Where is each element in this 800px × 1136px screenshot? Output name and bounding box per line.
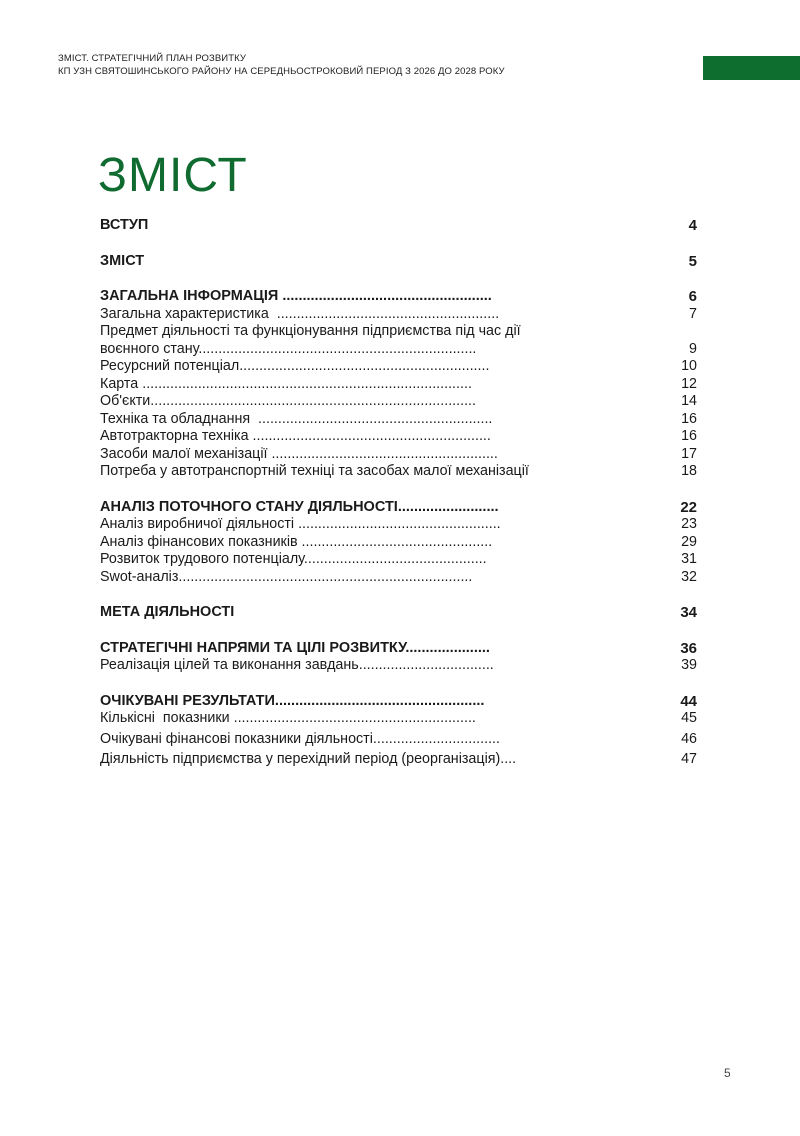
toc-entry-page: 23	[681, 516, 697, 532]
toc-entry-label: Очікувані фінансові показники діяльності................................	[100, 730, 501, 747]
toc-entry-goal[interactable]	[100, 604, 697, 622]
toc-entry-page: 6	[688, 288, 697, 305]
toc-entry-label: Ресурсний потенціал...............................................................	[100, 358, 490, 374]
toc-entry-general-characteristics[interactable]	[100, 306, 697, 324]
toc-entry-page: 4	[688, 217, 697, 234]
toc-entry-label: Діяльність підприємства у перехідний період (реорганізація)....	[100, 751, 517, 767]
toc-entry-label: Розвиток трудового потенціалу..............................................	[100, 551, 487, 567]
toc-entry-page: 22	[680, 498, 697, 516]
toc-entry-small-mechanization[interactable]	[100, 446, 697, 464]
toc-entry-page: 31	[681, 551, 697, 567]
toc-entry-page: 47	[681, 751, 697, 767]
toc-entry-labor-potential[interactable]	[100, 551, 697, 569]
toc-entry-page: 36	[680, 639, 697, 657]
toc-entry-label: АНАЛІЗ ПОТОЧНОГО СТАНУ ДІЯЛЬНОСТІ.........................	[100, 498, 499, 515]
toc-entry-tractor-vehicles[interactable]	[100, 428, 697, 446]
page-number: 5	[724, 1066, 731, 1080]
toc-entry-label: Потреба у автотранспортній техніці та засобах малої механізації	[100, 463, 529, 479]
toc-entry-contents[interactable]	[100, 253, 697, 271]
toc-entry-page: 10	[681, 358, 697, 374]
toc-entry-label: ЗМІСТ	[100, 252, 145, 269]
toc-entry-label: Swot-аналіз..........................................................................	[100, 568, 473, 585]
toc-entry-page: 44	[680, 692, 697, 710]
toc-entry-intro[interactable]	[100, 217, 697, 235]
toc-entry-label: Аналіз виробничої діяльності ...................................................	[100, 516, 501, 532]
toc-entry-expected-results[interactable]	[100, 693, 697, 711]
table-of-contents	[100, 217, 697, 769]
toc-entry-page: 16	[681, 428, 697, 444]
toc-entry-general-info[interactable]	[100, 288, 697, 306]
toc-entry-label: Автотракторна техніка ............................................................	[100, 428, 491, 444]
toc-entry-production-analysis[interactable]	[100, 516, 697, 534]
toc-entry-page: 46	[681, 730, 697, 747]
toc-entry-expected-financials[interactable]	[100, 731, 697, 749]
toc-entry-page: 16	[681, 410, 697, 427]
toc-entry-label: ЗАГАЛЬНА ІНФОРМАЦІЯ ....................................................	[100, 288, 492, 304]
toc-entry-label: Кількісні показники .............................................................	[100, 710, 476, 726]
toc-entry-label: Техніка та обладнання ...........................................................	[100, 410, 493, 427]
toc-entry-page: 9	[689, 340, 697, 357]
toc-entry-label: Загальна характеристика ........................................................	[100, 305, 500, 322]
toc-entry-page: 17	[681, 445, 697, 462]
toc-entry-page: 34	[680, 604, 697, 621]
toc-entry-page: 32	[681, 568, 697, 585]
toc-entry-resource-potential[interactable]	[100, 358, 697, 376]
toc-entry-label: Аналіз фінансових показників ................................................	[100, 533, 493, 550]
toc-entry-quantitative-indicators[interactable]	[100, 710, 697, 728]
toc-entry-label: СТРАТЕГІЧНІ НАПРЯМИ ТА ЦІЛІ РОЗВИТКУ.....................	[100, 639, 490, 656]
page-title: ЗМІСТ	[98, 149, 248, 202]
toc-entry-page: 39	[681, 657, 697, 673]
toc-entry-label: Об'єкти..................................................................................	[100, 393, 476, 409]
toc-entry-page: 45	[681, 710, 697, 726]
running-header	[58, 52, 505, 78]
toc-entry-vehicle-needs[interactable]	[100, 463, 697, 481]
toc-entry-financial-analysis[interactable]	[100, 534, 697, 552]
toc-entry-map[interactable]	[100, 376, 697, 394]
toc-entry-page: 29	[681, 533, 697, 550]
toc-entry-swot[interactable]	[100, 569, 697, 587]
toc-entry-page: 14	[681, 393, 697, 409]
toc-entry-label: Засоби малої механізації .........................................................	[100, 445, 498, 462]
header-line-2: КП УЗН СВЯТОШИНСЬКОГО РАЙОНУ НА СЕРЕДНЬОСТРОКОВИЙ ПЕРІОД З 2026 ДО 2028 РОКУ	[58, 66, 505, 77]
toc-entry-label: Реалізація цілей та виконання завдань..................................	[100, 657, 494, 673]
toc-entry-label: Карта ...................................................................................	[100, 375, 472, 392]
toc-entry-page: 18	[681, 463, 697, 479]
toc-entry-page: 5	[688, 252, 697, 270]
toc-entry-label: ВСТУП	[100, 217, 149, 233]
toc-entry-label: Предмет діяльності та функціонування підприємства під час дії воєнного стану......................................................................	[100, 323, 521, 357]
toc-entry-current-state-analysis[interactable]	[100, 499, 697, 517]
toc-entry-label: ОЧІКУВАНІ РЕЗУЛЬТАТИ....................................................	[100, 692, 485, 709]
toc-entry-objects[interactable]	[100, 393, 697, 411]
toc-entry-label: МЕТА ДІЯЛЬНОСТІ	[100, 604, 235, 620]
toc-entry-page: 7	[689, 305, 697, 322]
toc-entry-activity-subject[interactable]	[100, 323, 697, 358]
toc-entry-goal-implementation[interactable]	[100, 657, 697, 675]
toc-entry-transition-period[interactable]	[100, 751, 697, 769]
toc-entry-equipment[interactable]	[100, 411, 697, 429]
header-line-1: ЗМІСТ. СТРАТЕГІЧНИЙ ПЛАН РОЗВИТКУ	[58, 53, 247, 64]
toc-entry-page: 12	[681, 375, 697, 392]
header-accent-bar	[703, 56, 800, 80]
toc-entry-strategic-directions[interactable]	[100, 640, 697, 658]
